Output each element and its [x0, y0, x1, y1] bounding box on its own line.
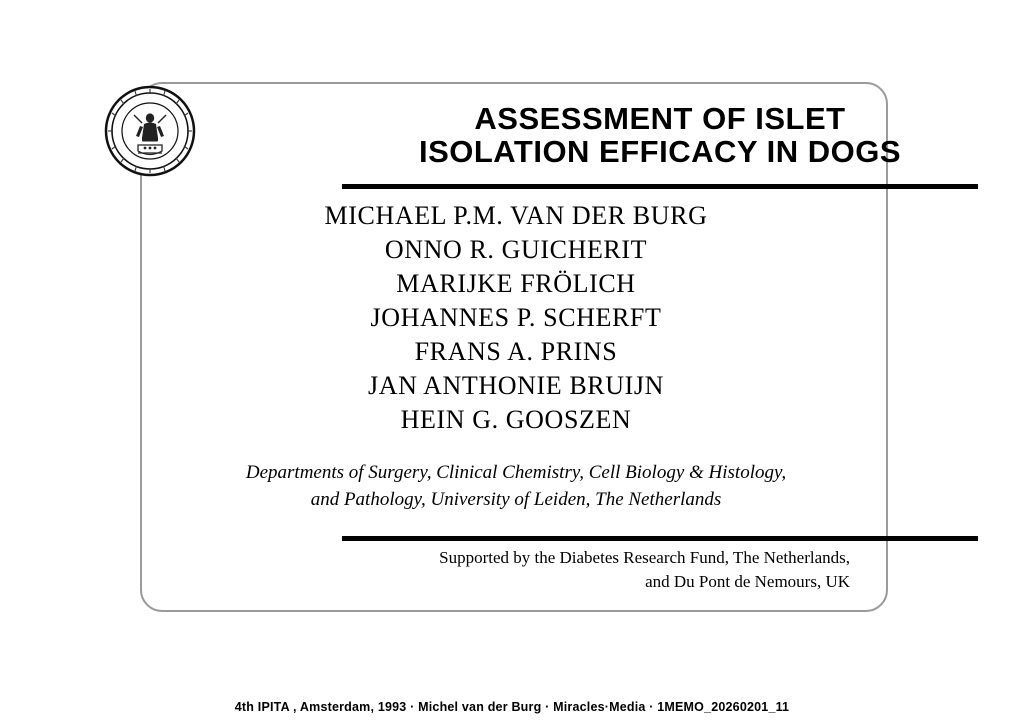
funding-block [332, 546, 850, 594]
affiliation-block [182, 459, 850, 513]
page-title-line-2: ISOLATION EFFICACY IN DOGS [418, 134, 902, 170]
funding-line: and Du Pont de Nemours, UK [645, 572, 850, 591]
footer-caption: 4th IPITA , Amsterdam, 1993 · Michel van der Burg · Miracles·Media · 1MEMO_20260201_11 [234, 700, 790, 714]
page-title-line-1: ASSESSMENT OF ISLET [474, 101, 846, 136]
title-block [342, 102, 978, 169]
author-name: MARIJKE FRÖLICH [396, 269, 636, 298]
university-crest-icon [104, 85, 196, 177]
author-name: MICHAEL P.M. VAN DER BURG [324, 201, 708, 230]
divider-bottom [342, 536, 978, 541]
author-list [182, 199, 850, 437]
affiliation-line: Departments of Surgery, Clinical Chemistry, Cell Biology & Histology, [245, 462, 787, 483]
author-name: FRANS A. PRINS [414, 337, 618, 366]
divider-top [342, 184, 978, 189]
slide-card [140, 82, 902, 612]
author-name: JAN ANTHONIE BRUIJN [368, 371, 664, 400]
author-name: ONNO R. GUICHERIT [384, 235, 648, 264]
funding-line: Supported by the Diabetes Research Fund, The Netherlands, [439, 548, 850, 567]
author-name: JOHANNES P. SCHERFT [370, 303, 662, 332]
affiliation-line: and Pathology, University of Leiden, The Netherlands [310, 489, 722, 510]
author-name: HEIN G. GOOSZEN [400, 405, 632, 434]
